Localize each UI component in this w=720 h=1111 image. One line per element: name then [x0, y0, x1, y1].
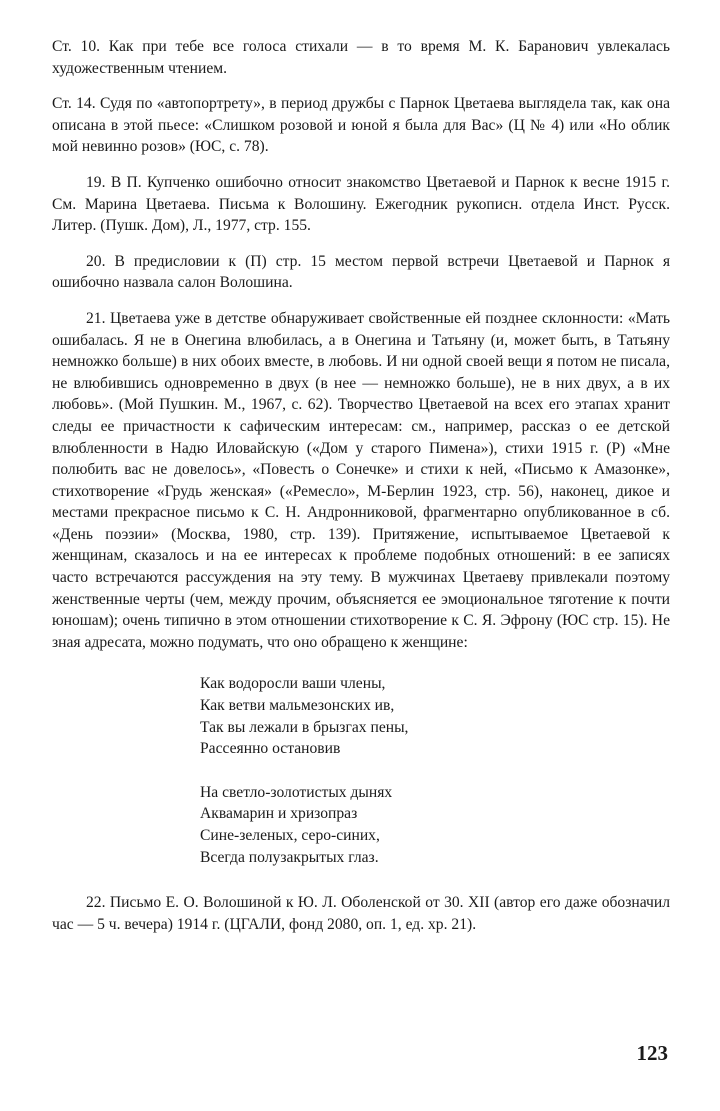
poem-stanza-2 — [200, 782, 670, 868]
poem-line: Как водоросли ваши члены, — [200, 675, 386, 693]
poem-line: Рассеянно остановив — [200, 740, 341, 758]
footnote-20: 20. В предисловии к (П) стр. 15 местом первой встречи Цветаевой и Парнок я ошибочно назвала салон Волошина. — [52, 252, 670, 292]
footnote-19: 19. В П. Купченко ошибочно относит знакомство Цветаевой и Парнок к весне 1915 г. См. Марина Цветаева. Письма к Волошину. Ежегодник рукописн. отдела Инст. Русск. Литер. (Пушк. Дом), Л., 1977, стр. 155. — [52, 173, 670, 235]
footnote-21: 21. Цветаева уже в детстве обнаруживает свойственные ей позднее склонности: «Мать ошибалась. Я не в Онегина влюбилась, а в Онегина и Татьяну (и, может быть, в Татьяну немножко больше) в них обоих вместе, в любовь. И ни одной своей вещи я потом не писала, не влюбившись одновременно в двух (в нее — немножко больше), не в них двух, а в их любовь». (Мой Пушкин. М., 1967, с. 62). Творчество Цветаевой на всех его этапах хранит следы ее причастности к сафическим интересам: см., например, рассказ о ее детской влюбленности в Надю Иловайскую («Дом у старого Пимена»), стихи 1915 г. (Р) «Мне полюбить вас не довелось», «Повесть о Сонечке» и стихи к ней, «Письмо к Амазонке», стихотворение «Грудь женская» («Ремесло», М-Берлин 1923, стр. 56), наконец, дикое и местами прекрасное письмо к С. Н. Андронниковой, фрагментарно опубликованное в сб. «День поэзии» (Москва, 1980, стр. 139). Притяжение, испытываемое Цветаевой к женщинам, сказалось и на ее интересах к проблеме подобных отношений: в ее записях часто встречаются рассуждения на эту тему. В мужчинах Цветаеву привлекали поэтому женственные черты (чем, между прочим, объясняется ее эмоциональное тяготение к почти юношам); очень типично в этом отношении стихотворение к С. Я. Эфрону (ЮС стр. 15). Не зная адресата, можно подумать, что оно обращено к женщине: — [52, 309, 670, 651]
footnote-22: 22. Письмо Е. О. Волошиной к Ю. Л. Оболенской от 30. XII (автор его даже обозначил час — 5 ч. вечера) 1914 г. (ЦГАЛИ, фонд 2080, оп. 1, ед. хр. 21). — [52, 894, 670, 933]
poem-line: Так вы лежали в брызгах пены, — [200, 718, 409, 736]
page-number: 123 — [636, 1041, 668, 1065]
poem-line: Аквамарин и хризопраз — [200, 805, 358, 823]
page-body — [52, 36, 670, 949]
note-line-14: Ст. 14. Судя по «автопортрету», в период дружбы с Парнок Цветаева выглядела так, как она описана в этой пьесе: «Слишком розовой и юной я была для Вас» (Ц № 4) или «Но облик мой невинно розов» (ЮС, с. 78). — [52, 95, 670, 156]
poem-line: Сине-зеленых, серо-синих, — [200, 827, 380, 844]
poem-line: На светло-золотистых дынях — [200, 783, 393, 801]
note-line-10: Ст. 10. Как при тебе все голоса стихали — в то время М. К. Баранович увлекалась художественным чтением. — [52, 38, 670, 77]
poem-line: Как ветви мальмезонских ив, — [200, 697, 395, 715]
poem-line: Всегда полузакрытых глаз. — [200, 848, 379, 866]
poem — [200, 673, 670, 868]
poem-stanza-1 — [200, 673, 670, 759]
